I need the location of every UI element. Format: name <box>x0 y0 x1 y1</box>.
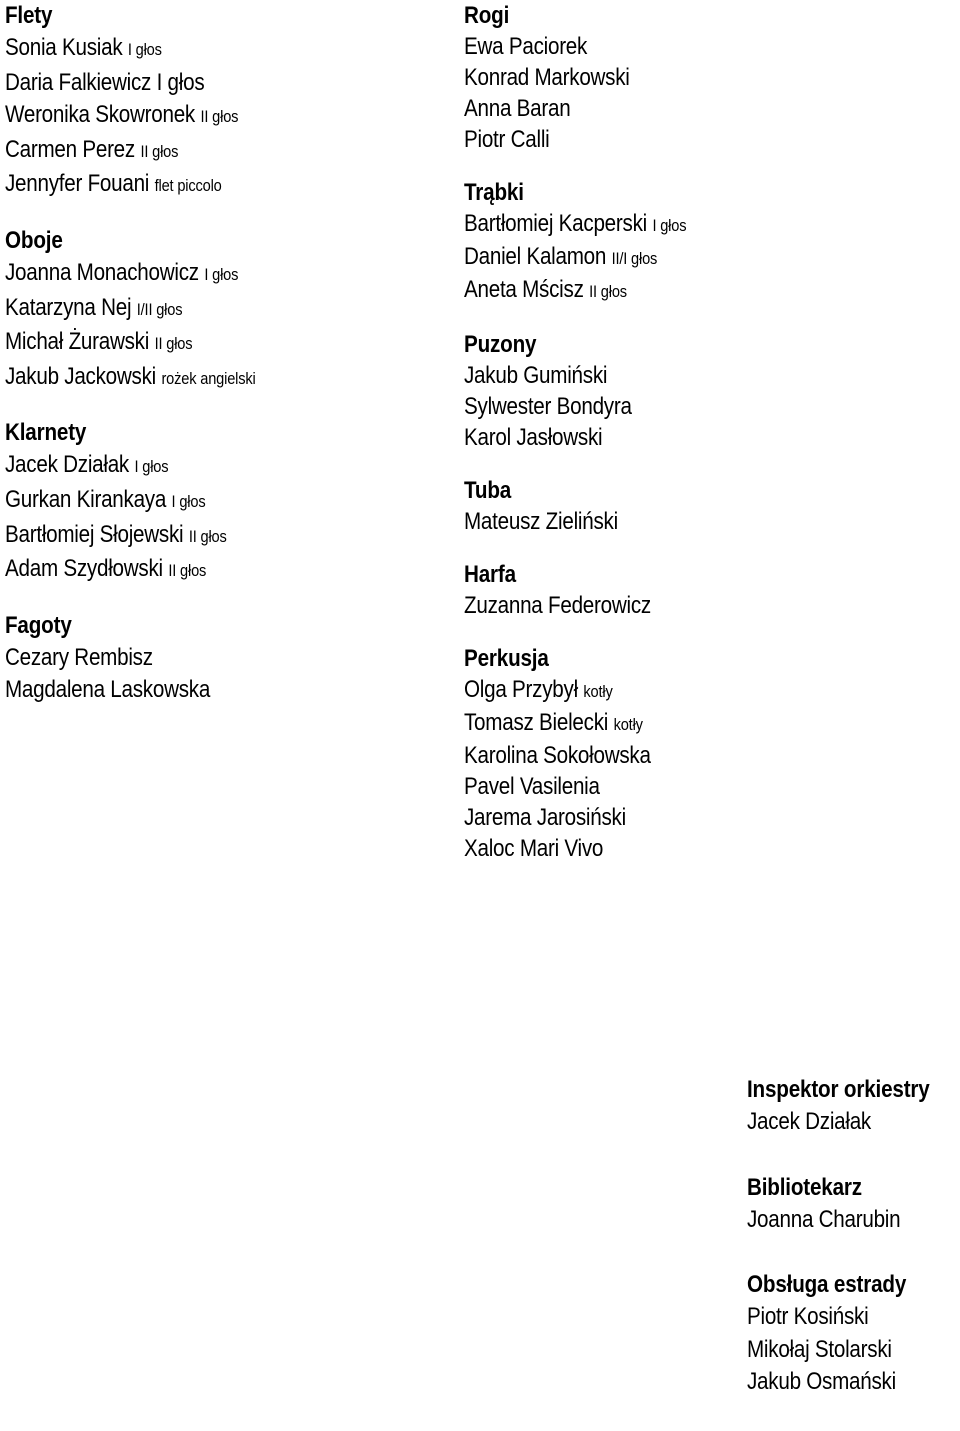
member-name: Jakub Gumiński <box>464 362 608 389</box>
member-role: kotły <box>583 682 613 701</box>
member-name: Cezary Rembisz <box>5 643 153 671</box>
member-row <box>5 292 383 327</box>
member-name: Bartłomiej Kacperski <box>464 210 647 237</box>
member-name: Bartłomiej Słojewski <box>5 520 184 548</box>
member-role: II głos <box>168 561 207 581</box>
member-name: Karolina Sokołowska <box>464 742 651 769</box>
section-bibliotekarz <box>747 1171 960 1237</box>
member-role: I/II głos <box>136 299 183 319</box>
member-name: Joanna Monachowicz <box>5 258 199 286</box>
member-name: Magdalena Laskowska <box>5 676 211 704</box>
member-role: kotły <box>613 715 643 734</box>
section-heading: Rogi <box>464 2 510 29</box>
section-heading: Harfa <box>464 561 516 588</box>
member-role: flet piccolo <box>154 176 222 196</box>
member-row <box>747 1204 930 1237</box>
member-role: II głos <box>589 282 627 301</box>
member-name: Anna Baran <box>464 95 571 122</box>
member-row <box>464 590 868 621</box>
section-puzony <box>464 329 934 453</box>
member-name: Xaloc Mari Vivo <box>464 835 604 862</box>
member-row <box>5 484 383 519</box>
member-row <box>5 326 383 361</box>
member-role: I głos <box>652 216 687 235</box>
member-name: Jennyfer Fouani <box>5 170 150 198</box>
member-row <box>464 802 868 833</box>
member-name: Carmen Perez <box>5 135 135 163</box>
member-name: Weronika Skowronek <box>5 101 196 129</box>
member-row <box>464 391 868 422</box>
member-name: Aneta Mścisz <box>464 276 584 303</box>
member-name: Tomasz Bielecki <box>464 709 609 736</box>
section-rogi <box>464 0 934 155</box>
member-name: Pavel Vasilenia <box>464 773 600 800</box>
section-heading: Inspektor orkiestry <box>747 1076 930 1103</box>
right-column <box>747 1073 960 1431</box>
section-heading: Klarnety <box>5 419 87 447</box>
member-name: Piotr Calli <box>464 126 550 153</box>
section-heading: Trąbki <box>464 179 524 206</box>
member-row <box>464 506 868 537</box>
member-row <box>5 361 383 396</box>
member-row <box>747 1366 930 1399</box>
member-name: Olga Przybył <box>464 676 578 703</box>
member-row <box>464 740 868 771</box>
member-row <box>464 62 868 93</box>
member-row <box>5 168 383 203</box>
member-row <box>5 67 383 100</box>
member-row <box>5 134 383 169</box>
member-name: Mateusz Zieliński <box>464 508 618 535</box>
member-row <box>747 1301 930 1334</box>
member-role: I głos <box>134 457 169 477</box>
member-name: Katarzyna Nej <box>5 293 132 321</box>
section-oboje <box>5 225 445 395</box>
section-inspektor-orkiestry <box>747 1073 960 1139</box>
member-row <box>5 99 383 134</box>
member-row <box>5 553 383 588</box>
member-name: Mikołaj Stolarski <box>747 1335 892 1363</box>
section-heading: Obsługa estrady <box>747 1271 907 1298</box>
member-name: Gurkan Kirankaya <box>5 485 167 513</box>
member-role: I głos <box>204 264 239 284</box>
member-name: Zuzanna Federowicz <box>464 592 651 619</box>
member-name: Jacek Działak <box>5 451 129 479</box>
section-perkusja <box>464 643 934 864</box>
section-heading: Bibliotekarz <box>747 1173 862 1201</box>
section-obsluga-estrady <box>747 1268 960 1399</box>
member-name: Sonia Kusiak <box>5 34 123 61</box>
section-heading: Puzony <box>464 331 537 358</box>
member-role: I głos <box>171 491 206 511</box>
member-name: Jacek Działak <box>747 1108 871 1135</box>
member-row <box>464 208 868 241</box>
section-trabki <box>464 177 934 307</box>
member-role: II głos <box>200 107 239 127</box>
member-row <box>747 1106 930 1139</box>
member-row <box>464 833 868 864</box>
member-role: II głos <box>188 526 227 546</box>
member-name: Karol Jasłowski <box>464 424 603 451</box>
section-klarnety <box>5 417 445 587</box>
section-fagoty <box>5 610 445 707</box>
member-row <box>464 707 868 740</box>
member-row <box>5 257 383 292</box>
section-tuba <box>464 475 934 537</box>
member-name: Ewa Paciorek <box>464 33 588 60</box>
member-row <box>464 771 868 802</box>
member-role: II/I głos <box>611 249 658 268</box>
member-name: Joanna Charubin <box>747 1205 901 1233</box>
member-name: Jakub Jackowski <box>5 362 156 390</box>
middle-column <box>464 0 934 886</box>
member-name: Daria Falkiewicz I głos <box>5 68 205 96</box>
member-row <box>5 32 383 67</box>
member-row <box>5 642 383 675</box>
left-column <box>5 0 445 729</box>
section-flety <box>5 0 445 203</box>
member-name: Sylwester Bondyra <box>464 393 632 420</box>
member-row <box>5 449 383 484</box>
member-role: rożek angielski <box>161 368 256 388</box>
member-row <box>464 422 868 453</box>
section-heading: Tuba <box>464 477 512 504</box>
member-row <box>464 274 868 307</box>
section-heading: Perkusja <box>464 645 549 672</box>
section-heading: Fagoty <box>5 611 72 639</box>
member-name: Piotr Kosiński <box>747 1303 869 1330</box>
member-name: Adam Szydłowski <box>5 555 163 583</box>
member-role: I głos <box>127 40 162 59</box>
member-row <box>747 1334 930 1367</box>
member-row <box>464 674 868 707</box>
section-heading: Oboje <box>5 226 63 254</box>
member-row <box>5 674 383 707</box>
member-row <box>464 31 868 62</box>
member-row <box>464 360 868 391</box>
member-row <box>464 241 868 274</box>
member-name: Daniel Kalamon <box>464 243 607 270</box>
member-name: Jakub Osmański <box>747 1368 896 1395</box>
section-heading: Flety <box>5 2 53 29</box>
member-name: Jarema Jarosiński <box>464 804 626 831</box>
member-role: II głos <box>154 334 193 354</box>
member-row <box>5 519 383 554</box>
member-name: Michał Żurawski <box>5 328 150 356</box>
section-harfa <box>464 559 934 621</box>
member-name: Konrad Markowski <box>464 64 630 91</box>
member-row <box>464 124 868 155</box>
member-role: II głos <box>140 141 179 161</box>
member-row <box>464 93 868 124</box>
